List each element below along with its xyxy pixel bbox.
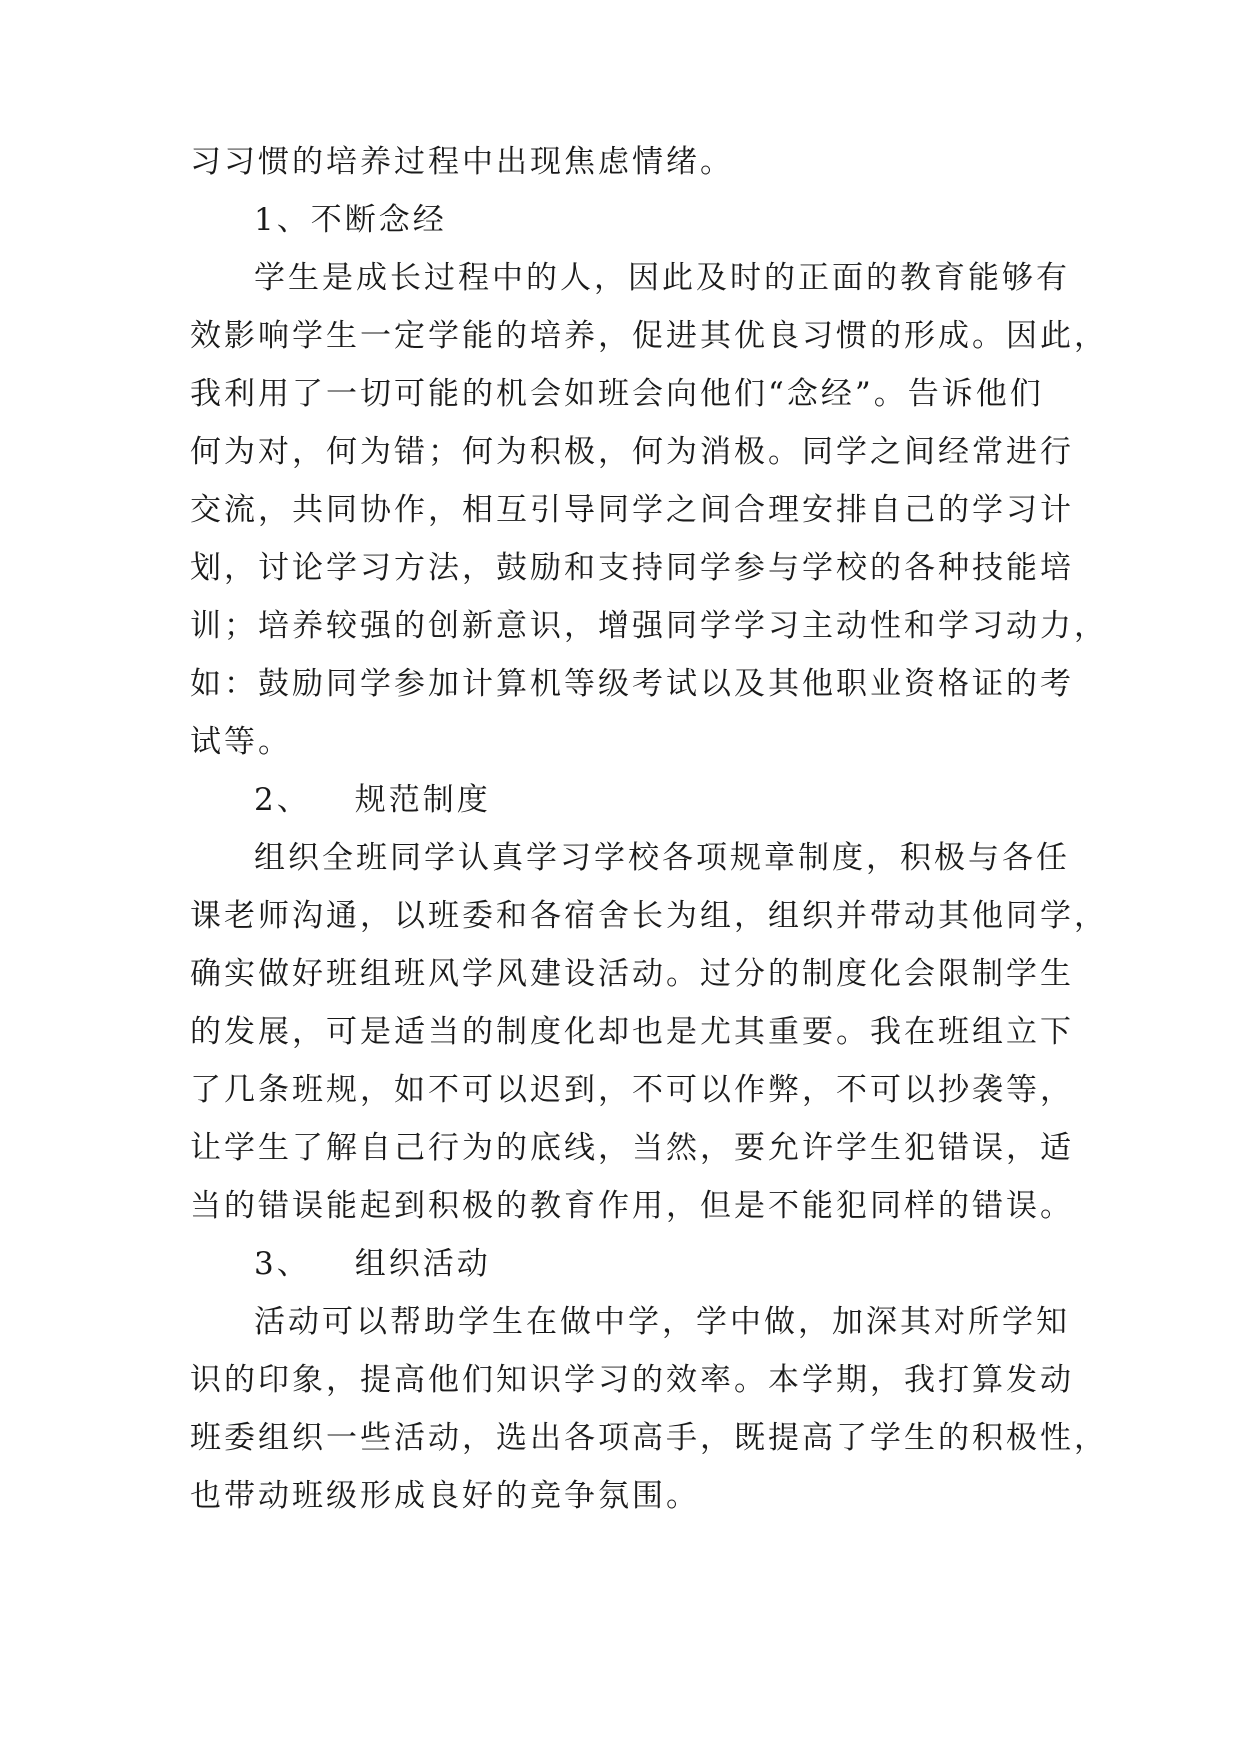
text-line: 划，讨论学习方法，鼓励和支持同学参与学校的各种技能培 (190, 550, 1074, 586)
text-line: 了几条班规，如不可以迟到，不可以作弊，不可以抄袭等， (190, 1072, 1074, 1108)
text-line: 也带动班级形成良好的竞争氛围。 (190, 1478, 700, 1514)
text-line: 当的错误能起到积极的教育作用，但是不能犯同样的错误。 (190, 1188, 1074, 1224)
section-heading-3 (254, 1242, 1134, 1286)
heading-number: 2、 (254, 782, 311, 818)
text-line: 活动可以帮助学生在做中学，学中做，加深其对所学知 (254, 1304, 1070, 1340)
text-line: 识的印象，提高他们知识学习的效率。本学期，我打算发动 (190, 1362, 1074, 1398)
text-line: 习习惯的培养过程中出现焦虑情绪。 (190, 144, 734, 180)
text-line: 如：鼓励同学参加计算机等级考试以及其他职业资格证的考 (190, 666, 1074, 702)
section-heading-1: 1、不断念经 (254, 202, 447, 238)
text-line: 确实做好班组班风学风建设活动。过分的制度化会限制学生 (190, 956, 1074, 992)
text-line: 的发展，可是适当的制度化却也是尤其重要。我在班组立下 (190, 1014, 1074, 1050)
text-line: 训；培养较强的创新意识，增强同学学习主动性和学习动力， (190, 608, 1108, 644)
text-line: 交流，共同协作，相互引导同学之间合理安排自己的学习计 (190, 492, 1074, 528)
text-line: 我利用了一切可能的机会如班会向他们“念经”。告诉他们 (190, 376, 1044, 412)
text-line: 组织全班同学认真学习学校各项规章制度，积极与各任 (254, 840, 1070, 876)
text-line: 课老师沟通，以班委和各宿舍长为组，组织并带动其他同学， (190, 898, 1108, 934)
heading-title: 组织活动 (354, 1246, 491, 1282)
heading-title: 规范制度 (354, 782, 491, 818)
heading-number: 3、 (254, 1246, 311, 1282)
text-line: 何为对，何为错；何为积极，何为消极。同学之间经常进行 (190, 434, 1074, 470)
section-heading-2 (254, 778, 1134, 822)
text-line: 班委组织一些活动，选出各项高手，既提高了学生的积极性， (190, 1420, 1108, 1456)
text-line: 效影响学生一定学能的培养，促进其优良习惯的形成。因此， (190, 318, 1108, 354)
text-line: 试等。 (190, 724, 292, 760)
text-line: 让学生了解自己行为的底线，当然，要允许学生犯错误，适 (190, 1130, 1074, 1166)
text-line: 学生是成长过程中的人，因此及时的正面的教育能够有 (254, 260, 1070, 296)
